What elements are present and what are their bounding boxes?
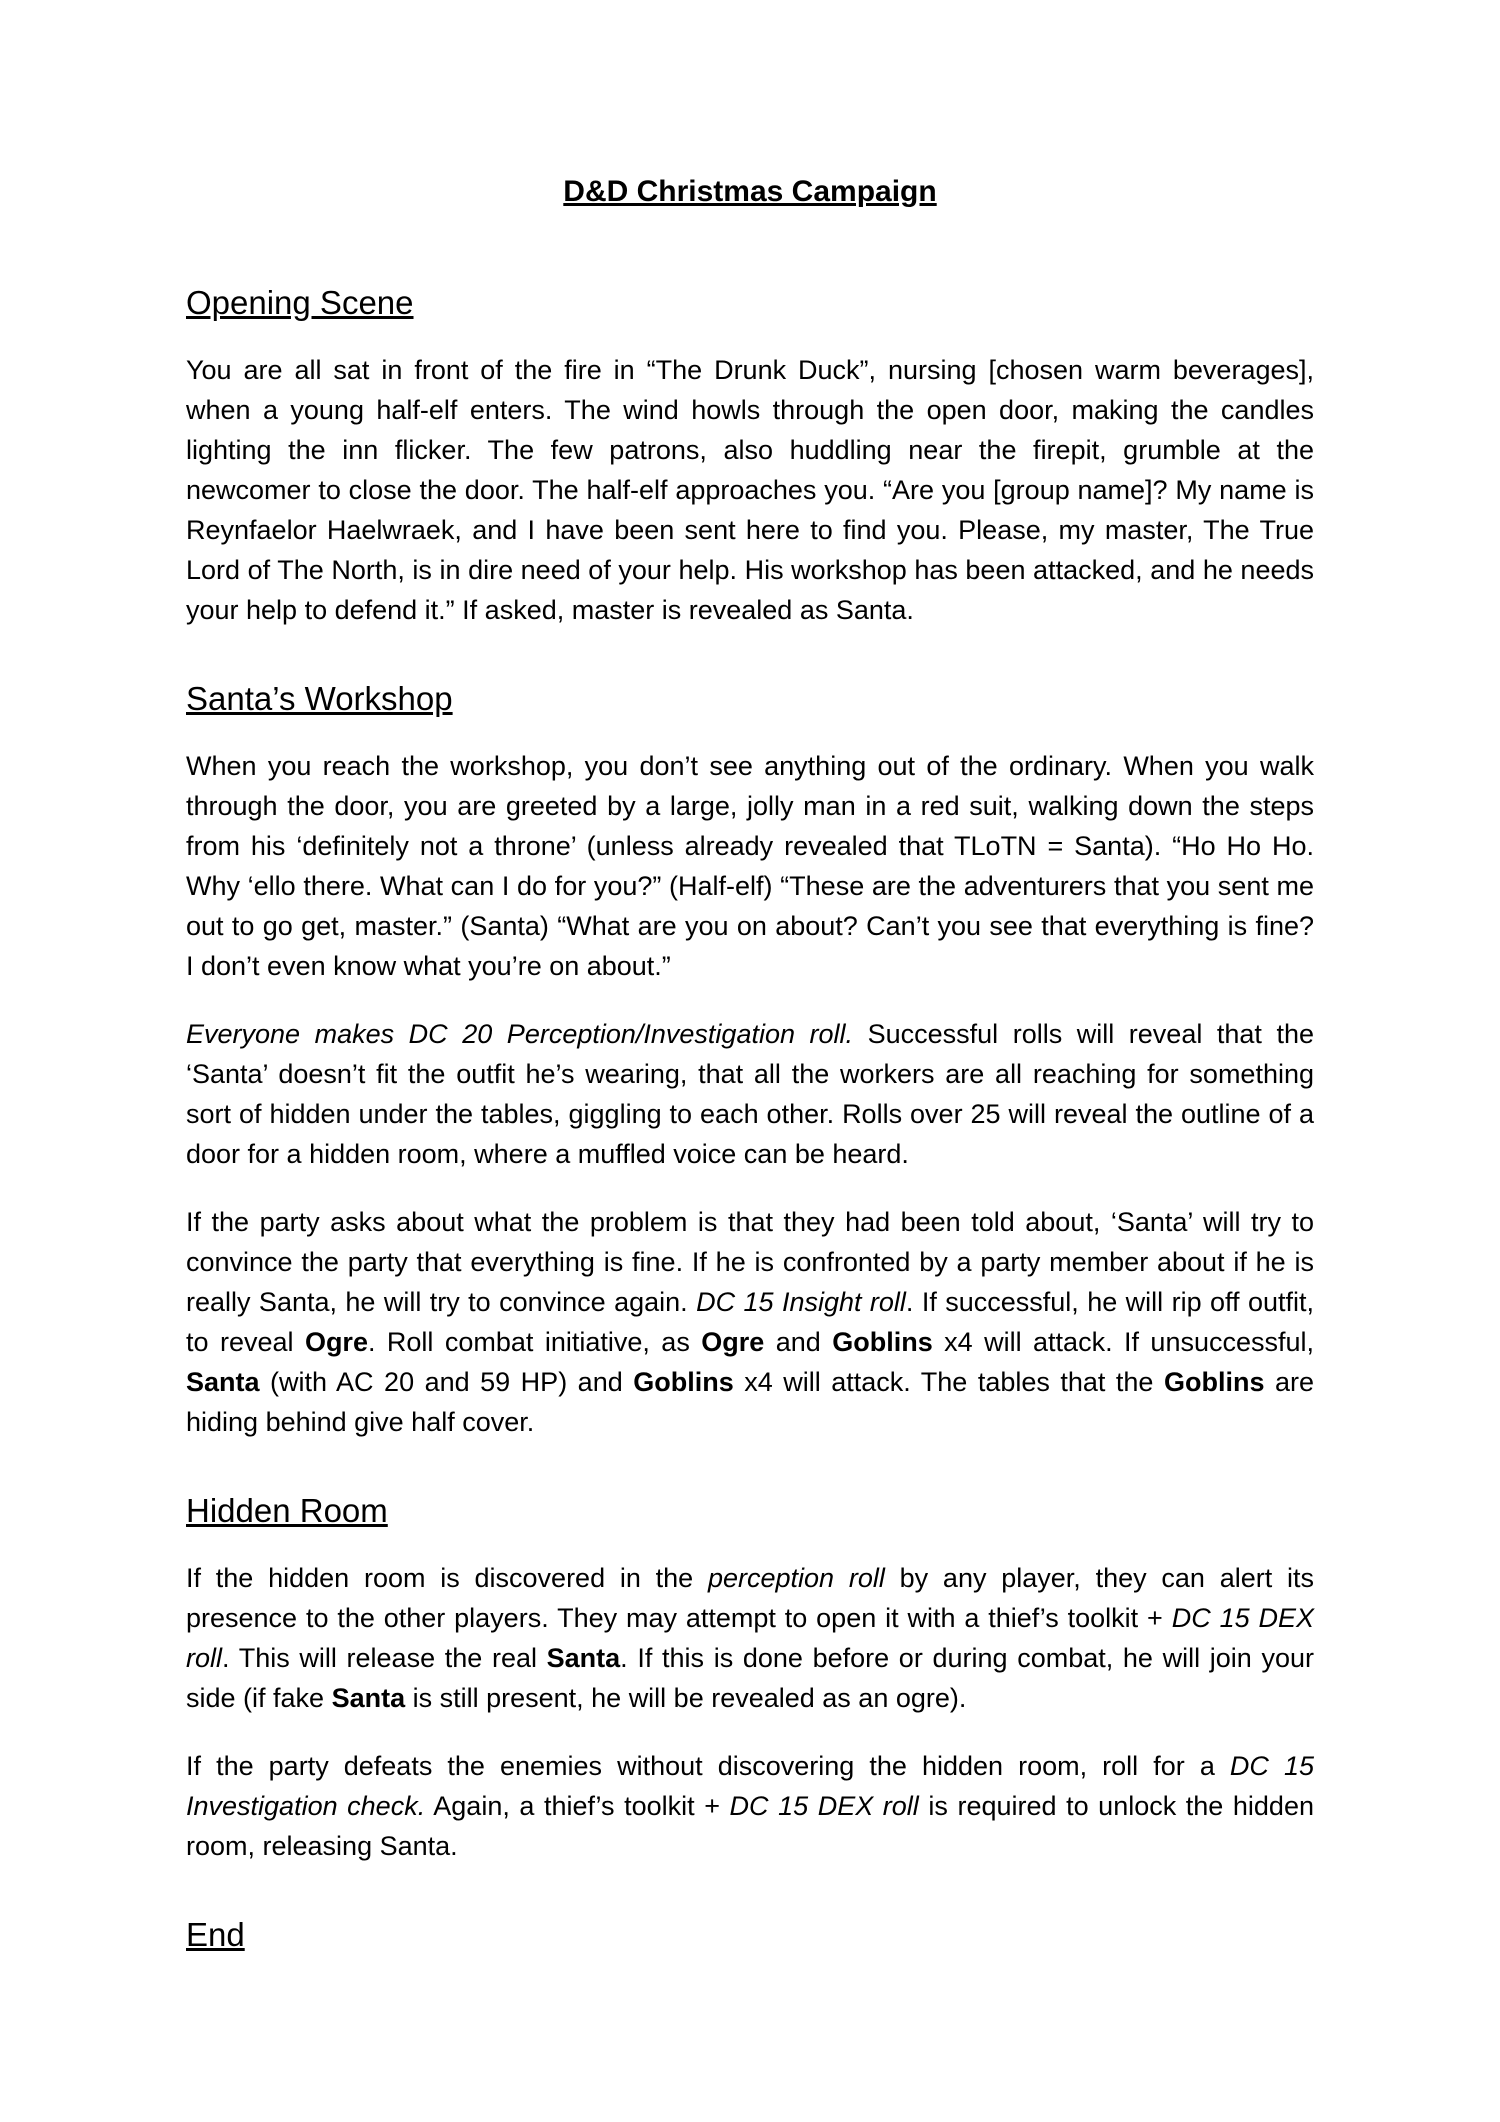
text-run: DC 15 Insight roll xyxy=(696,1287,906,1317)
text-run: perception roll xyxy=(707,1563,885,1593)
text-run: Ogre xyxy=(701,1327,765,1357)
text-run: If the hidden room is discovered in the xyxy=(186,1563,708,1593)
text-run: are hiding behind give half cover. xyxy=(186,1367,1314,1437)
section-heading: Hidden Room xyxy=(186,1492,388,1529)
text-run: x4 will attack. If unsuccessful, xyxy=(932,1327,1315,1357)
section-heading: Santa’s Workshop xyxy=(186,680,453,717)
text-run: Again, a thief’s toolkit + xyxy=(425,1791,730,1821)
section-heading: End xyxy=(186,1916,245,1953)
paragraph xyxy=(186,1202,1314,1442)
text-run: is required to unlock the hidden room, releasing Santa. xyxy=(186,1791,1314,1861)
text-run: . If successful, he will rip off outfit, to reveal xyxy=(186,1287,1314,1357)
paragraph xyxy=(186,746,1314,986)
paragraph xyxy=(186,350,1314,630)
text-run: . Roll combat initiative, as xyxy=(367,1327,702,1357)
text-run: . If this is done before or during combat, he will join your side (if fake xyxy=(186,1643,1314,1713)
text-run: Successful rolls will reveal that the ‘Santa’ doesn’t fit the outfit he’s wearing, that all the workers are all reaching for something sort of hidden under the tables, giggling to each other. Rolls over 25 will reveal the outline of a door for a hidden room, where a muffled voice can be heard. xyxy=(186,1019,1314,1169)
section-heading: Opening Scene xyxy=(186,284,414,321)
paragraph xyxy=(186,1746,1314,1866)
text-run: DC 15 Investigation check. xyxy=(186,1751,1315,1821)
text-run: Goblins xyxy=(832,1327,933,1357)
text-run: You are all sat in front of the fire in “The Drunk Duck”, nursing [chosen warm beverages], when a young half-elf enters. The wind howls through the open door, making the candles lighting the inn flicker. The few patrons, also huddling near the firepit, grumble at the newcomer to close the door. The half-elf approaches you. “Are you [group name]? My name is Reynfaelor Haelwraek, and I have been sent here to find you. Please, my master, The True Lord of The North, is in dire need of your help. His workshop has been attacked, and he needs your help to defend it.” If asked, master is revealed as Santa. xyxy=(186,355,1314,625)
text-run: is still present, he will be revealed as an ogre). xyxy=(405,1683,967,1713)
text-run: Santa xyxy=(331,1683,406,1713)
document-body xyxy=(186,282,1314,1956)
text-run: and xyxy=(764,1327,833,1357)
paragraph xyxy=(186,1558,1314,1718)
text-run: Ogre xyxy=(304,1327,368,1357)
text-run: Santa xyxy=(186,1367,260,1397)
text-run: . This will release the real xyxy=(222,1643,547,1673)
text-run: Santa xyxy=(546,1643,621,1673)
text-run: x4 will attack. The tables that the xyxy=(733,1367,1164,1397)
document-title: D&D Christmas Campaign xyxy=(563,175,937,208)
text-run: (with AC 20 and 59 HP) and xyxy=(259,1367,634,1397)
text-run: If the party asks about what the problem is that they had been told about, ‘Santa’ will try to convince the party that everything is fine. If he is confronted by a party member about if he is really Santa, he will try to convince again. xyxy=(186,1207,1314,1317)
text-run: by any player, they can alert its presence to the other players. They may attempt to open it with a thief’s toolkit + xyxy=(186,1563,1314,1633)
text-run: When you reach the workshop, you don’t see anything out of the ordinary. When you walk through the door, you are greeted by a large, jolly man in a red suit, walking down the steps from his ‘definitely not a throne’ (unless already revealed that TLoTN = Santa). “Ho Ho Ho. Why ‘ello there. What can I do for you?” (Half-elf) “These are the adventurers that you sent me out to go get, master.” (Santa) “What are you on about? Can’t you see that everything is fine? I don’t even know what you’re on about.” xyxy=(186,751,1314,981)
text-run: DC 15 DEX roll xyxy=(729,1791,919,1821)
paragraph xyxy=(186,1014,1314,1174)
text-run: Goblins xyxy=(633,1367,734,1397)
text-run: DC 15 DEX roll xyxy=(186,1603,1314,1673)
text-run: Everyone makes DC 20 Perception/Investigation roll. xyxy=(186,1019,854,1049)
text-run: If the party defeats the enemies without discovering the hidden room, roll for a xyxy=(186,1751,1230,1781)
text-run: Goblins xyxy=(1163,1367,1265,1397)
